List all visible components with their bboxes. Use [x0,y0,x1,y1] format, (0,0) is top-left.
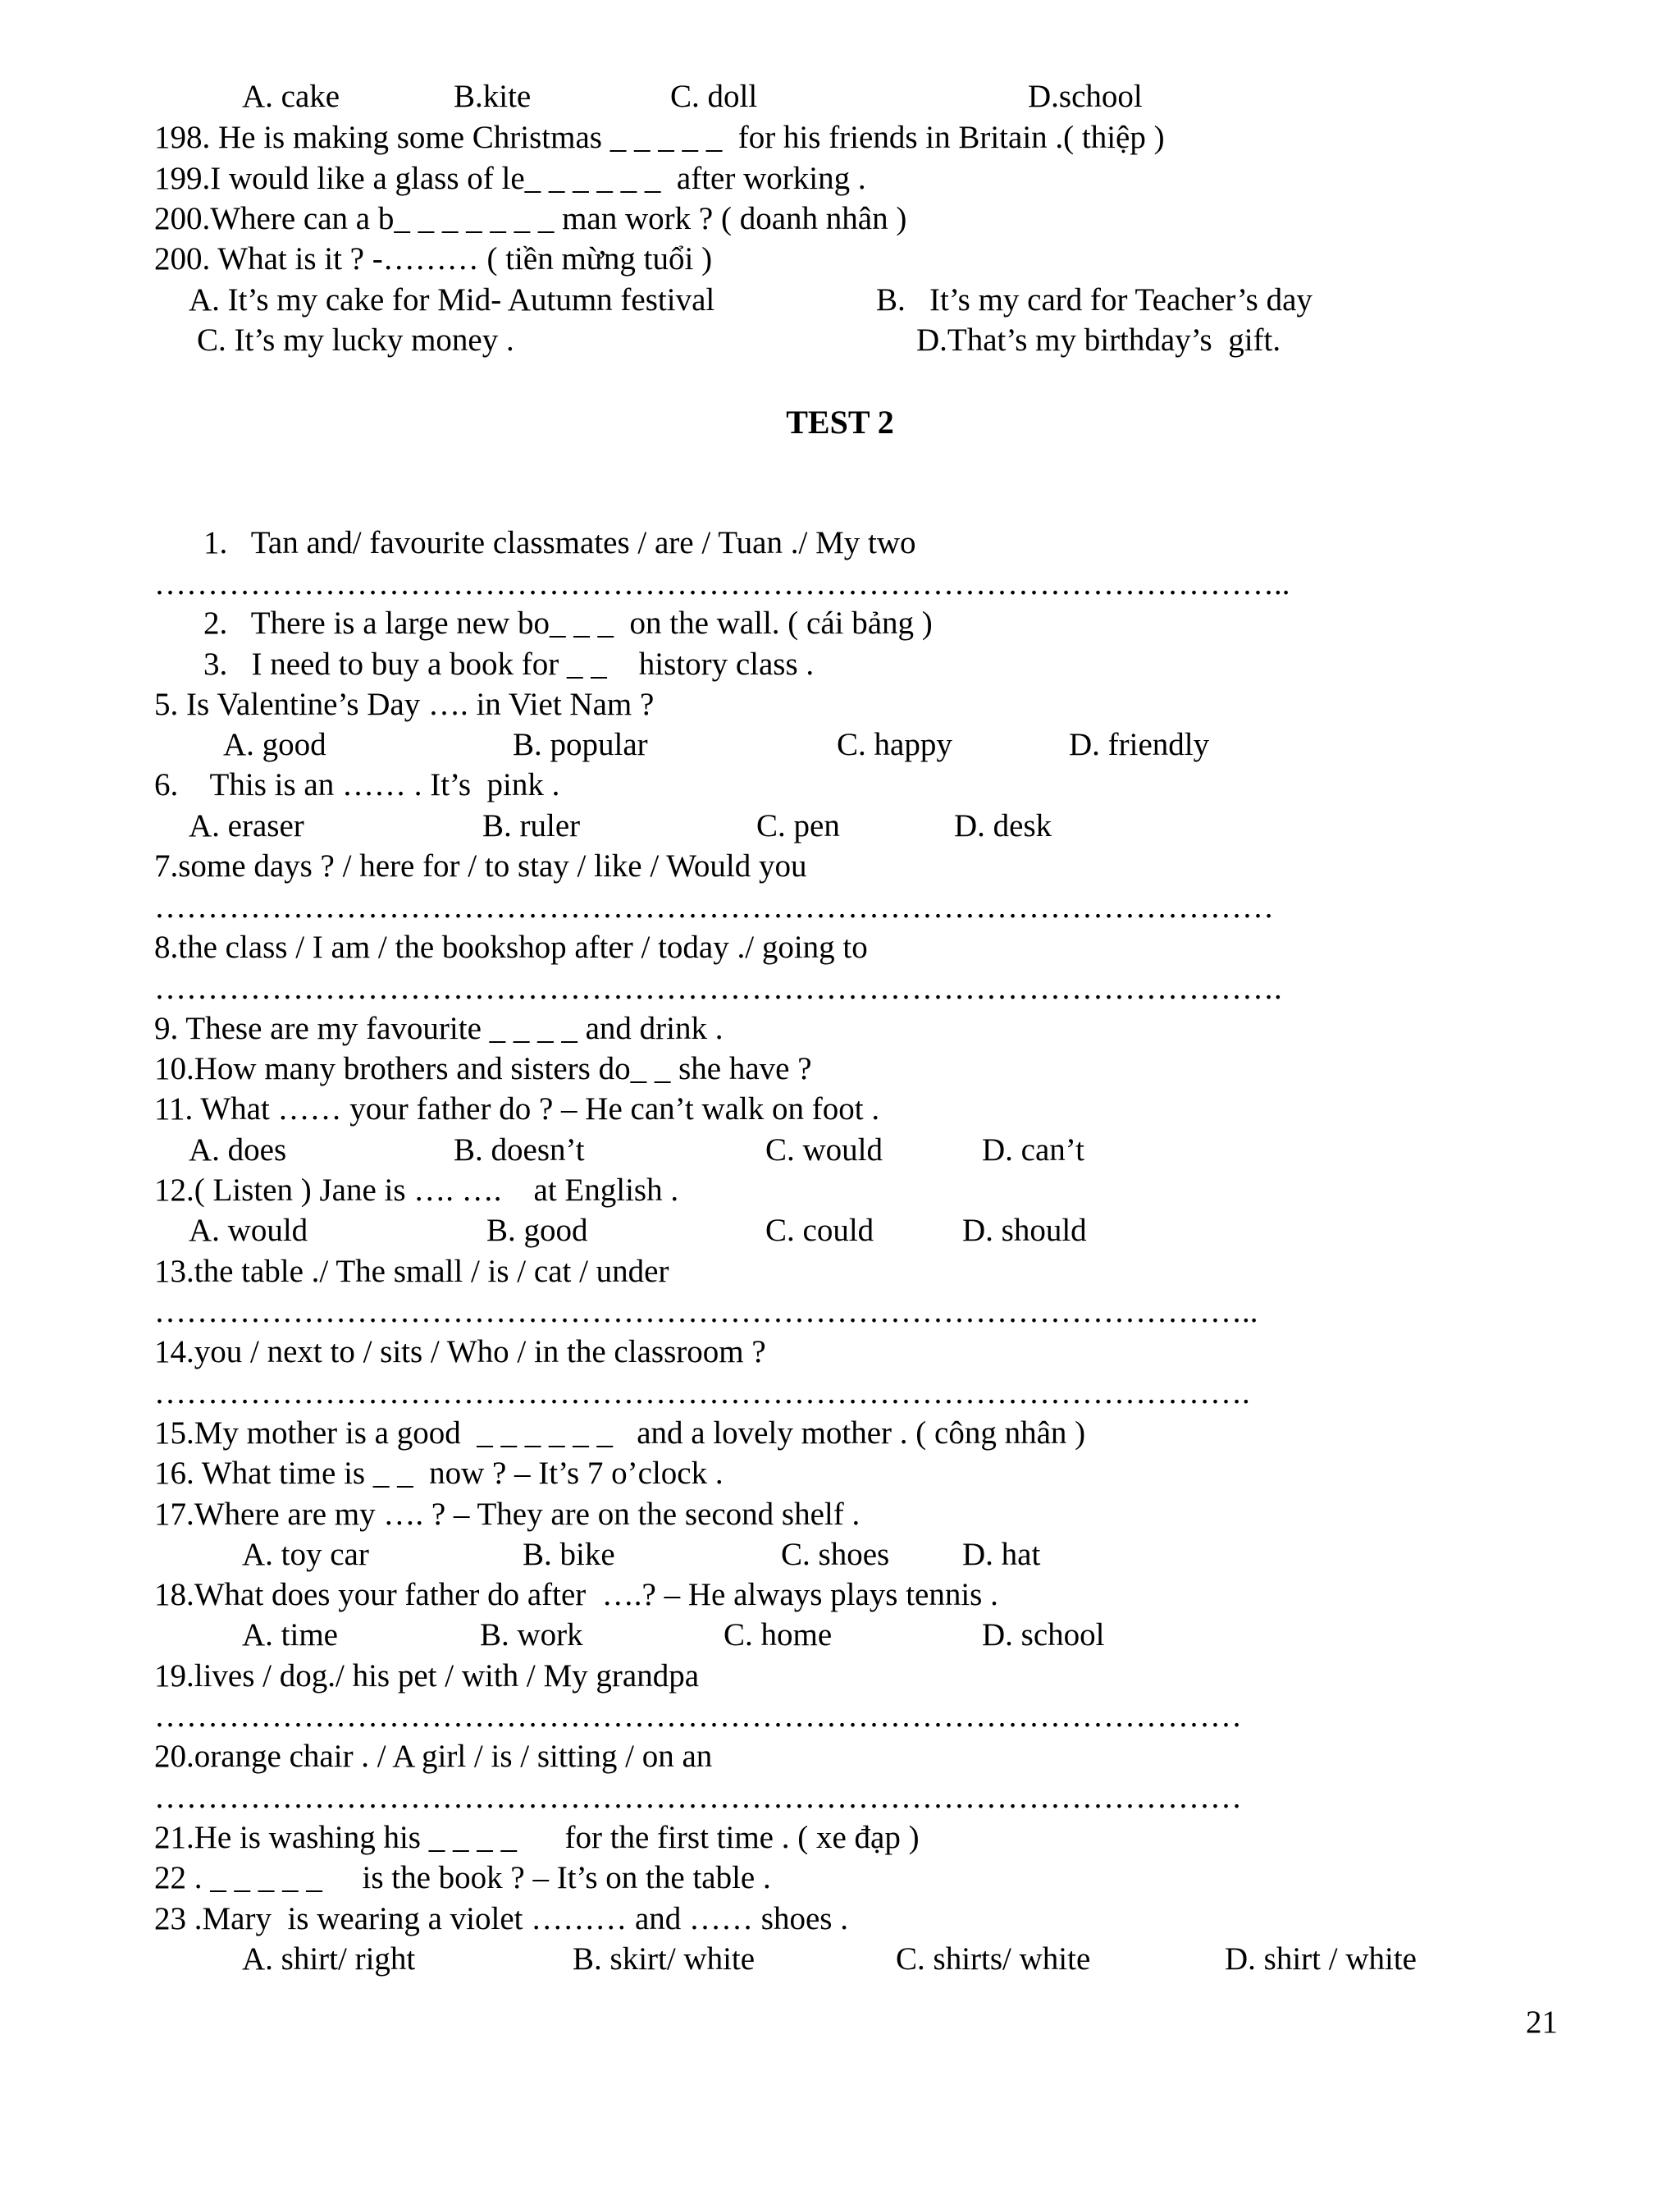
question-8: 8.the class / I am / the bookshop after / today ./ going to [154,930,868,965]
question-19: 19.lives / dog./ his pet / with / My grandpa [154,1658,700,1694]
q17-option-a: A. toy car [242,1537,369,1572]
q200b-option-a: A. It’s my cake for Mid- Autumn festival [189,282,715,318]
q5-options [0,725,1680,766]
question-198: 198. He is making some Christmas _ _ _ _ _ for his friends in Britain .( thiệp ) [154,120,1165,155]
question-11: 11. What …… your father do ? – He can’t walk on foot . [154,1091,880,1127]
q12-options [0,1210,1680,1251]
question-16: 16. What time is _ _ now ? – It’s 7 o’clock . [154,1456,724,1491]
q23-option-a: A. shirt/ right [242,1941,416,1977]
q18-option-d: D. school [982,1617,1105,1652]
q6-options [0,806,1680,847]
answer-line-14: …………………………………………………………………………………………. [154,1375,1250,1410]
answer-line-19: ………………………………………………………………………………………… [154,1698,1242,1734]
q197-option-a: A. cake [242,79,340,114]
q6-option-b: B. ruler [482,808,581,843]
test-title: TEST 2 [786,404,894,441]
question-15: 15.My mother is a good _ _ _ _ _ _ and a lovely mother . ( công nhân ) [154,1415,1086,1451]
q6-option-a: A. eraser [189,808,304,843]
question-3: 3. I need to buy a book for _ _ history class . [203,647,815,682]
question-14: 14.you / next to / sits / Who / in the classroom ? [154,1334,766,1369]
q23-option-d: D. shirt / white [1225,1941,1417,1977]
q18-option-a: A. time [242,1617,338,1652]
question-10: 10.How many brothers and sisters do_ _ she have ? [154,1051,812,1086]
q18-options [0,1615,1680,1656]
answer-line-13: ………………………………………………………………………………………….. [154,1294,1258,1329]
question-199: 199.I would like a glass of le_ _ _ _ _ _ after working . [154,161,866,196]
question-9: 9. These are my favourite _ _ _ _ and drink . [154,1011,724,1046]
q17-option-b: B. bike [523,1537,615,1572]
q5-option-b: B. popular [513,727,648,762]
question-6: 6. This is an …… . It’s pink . [154,767,560,802]
q200b-option-c: C. It’s my lucky money . [197,322,514,358]
q197-option-b: B.kite [454,79,532,114]
q23-option-c: C. shirts/ white [896,1941,1091,1977]
q11-options [0,1130,1680,1171]
question-13: 13.the table ./ The small / is / cat / under [154,1254,669,1289]
question-1: 1. Tan and/ favourite classmates / are / Tuan ./ My two [203,525,916,560]
q200b-option-d: D.That’s my birthday’s gift. [916,322,1281,358]
q5-option-d: D. friendly [1069,727,1210,762]
question-5: 5. Is Valentine’s Day …. in Viet Nam ? [154,687,655,722]
question-22: 22 . _ _ _ _ _ is the book ? – It’s on the table . [154,1860,771,1895]
question-200b: 200. What is it ? -……… ( tiền mừng tuổi ) [154,241,713,277]
answer-line-20: ………………………………………………………………………………………… [154,1780,1242,1815]
q23-option-b: B. skirt/ white [573,1941,756,1977]
question-20: 20.orange chair . / A girl / is / sitting / on an [154,1739,713,1774]
question-2: 2. There is a large new bo_ _ _ on the wall. ( cái bảng ) [203,606,933,641]
question-200a: 200.Where can a b_ _ _ _ _ _ _ man work ? ( doanh nhân ) [154,201,907,236]
answer-line-7: …………………………………………………………………………………………… [154,889,1274,925]
question-23: 23 .Mary is wearing a violet ……… and …… shoes . [154,1901,848,1936]
q200b-option-b: B. It’s my card for Teacher’s day [876,282,1312,318]
q18-option-c: C. home [724,1617,833,1652]
q17-option-d: D. hat [962,1537,1041,1572]
q12-option-a: A. would [189,1213,308,1248]
q23-options [0,1939,1680,1980]
q11-option-d: D. can’t [982,1132,1084,1168]
q12-option-d: D. should [962,1213,1087,1248]
question-12: 12.( Listen ) Jane is …. …. at English . [154,1172,679,1208]
q12-option-c: C. could [765,1213,874,1248]
question-21: 21.He is washing his _ _ _ _ for the first time . ( xe đạp ) [154,1820,920,1855]
q17-options [0,1534,1680,1575]
page-number: 21 [1526,2004,1558,2040]
q11-option-b: B. doesn’t [454,1132,585,1168]
q5-option-a: A. good [223,727,326,762]
q197-options [0,76,1680,117]
q5-option-c: C. happy [837,727,952,762]
q200b-options-row1 [0,280,1680,321]
question-17: 17.Where are my …. ? – They are on the second shelf . [154,1497,861,1532]
q200b-options-row2 [0,320,1680,361]
q12-option-b: B. good [486,1213,588,1248]
q18-option-b: B. work [480,1617,583,1652]
q197-option-d: D.school [1028,79,1143,114]
question-18: 18.What does your father do after ….? – He always plays tennis . [154,1577,998,1612]
question-7: 7.some days ? / here for / to stay / like / Would you [154,848,807,884]
q6-option-c: C. pen [756,808,840,843]
q11-option-a: A. does [189,1132,287,1168]
answer-line-8: ……………………………………………………………………………………………. [154,971,1282,1006]
q197-option-c: C. doll [670,79,758,114]
q11-option-c: C. would [765,1132,883,1168]
q17-option-c: C. shoes [781,1537,890,1572]
answer-line-1: …………………………………………………………………………………………….. [154,566,1290,601]
q6-option-d: D. desk [954,808,1052,843]
